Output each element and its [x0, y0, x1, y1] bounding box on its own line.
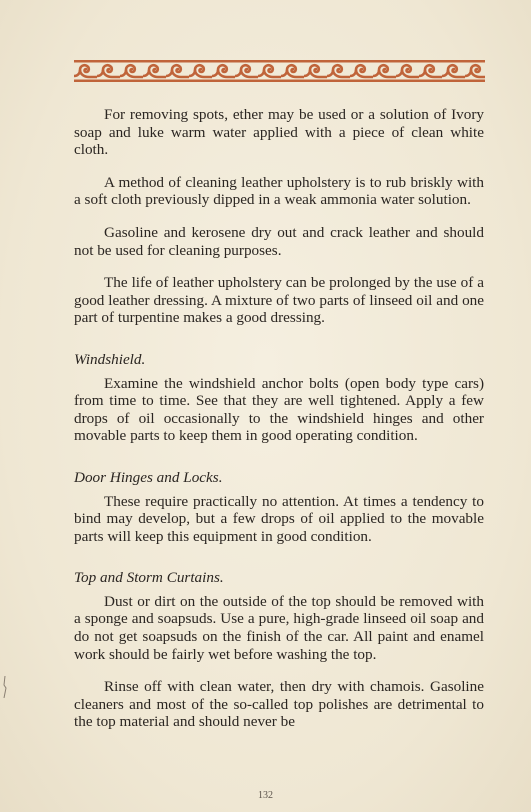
- paragraph-top-cleaning: Dust or dirt on the outside of the top should be removed with a sponge and soapsuds. Use a pure, high-grade linseed oil soap and do not get soapsuds on the finish of the car. All paint and enamel work should be fairly wet before washing the top.: [74, 592, 484, 663]
- paragraph-gasoline-warning: Gasoline and kerosene dry out and crack leather and should not be used for cleaning purposes.: [74, 223, 484, 259]
- page-number: 132: [258, 790, 273, 801]
- paragraph-door-hinges: These require practically no attention. At times a tendency to bind may develop, but a few drops of oil applied to the movable parts will keep this equipment in good condition.: [74, 492, 484, 545]
- greek-wave-border-icon: [74, 60, 485, 82]
- paragraph-spot-removal: For removing spots, ether may be used or a solution of Ivory soap and luke warm water applied with a piece of clean white cloth.: [74, 106, 484, 159]
- section-heading-windshield: Windshield.: [74, 350, 146, 368]
- section-heading-top-curtains: Top and Storm Curtains.: [74, 569, 224, 587]
- paragraph-leather-cleaning: A method of cleaning leather upholstery is to rub briskly with a soft cloth previously dipped in a weak ammonia water solution.: [74, 173, 484, 209]
- paragraph-rinse: Rinse off with clean water, then dry with chamois. Gasoline cleaners and most of the so-called top polishes are detrimental to the top material and should never be: [74, 678, 484, 731]
- paragraph-windshield: Examine the windshield anchor bolts (open body type cars) from time to time. See that they are well tightened. Apply a few drops of oil occasionally to the windshield hinges and other movable parts to keep them in good operating condition.: [74, 374, 484, 445]
- paragraph-leather-dressing: The life of leather upholstery can be prolonged by the use of a good leather dressing. A mixture of two parts of linseed oil and one part of turpentine makes a good dressing.: [74, 274, 484, 327]
- section-heading-door-hinges: Door Hinges and Locks.: [74, 468, 223, 486]
- body-text: [74, 106, 484, 746]
- pencil-mark-icon: [2, 676, 8, 698]
